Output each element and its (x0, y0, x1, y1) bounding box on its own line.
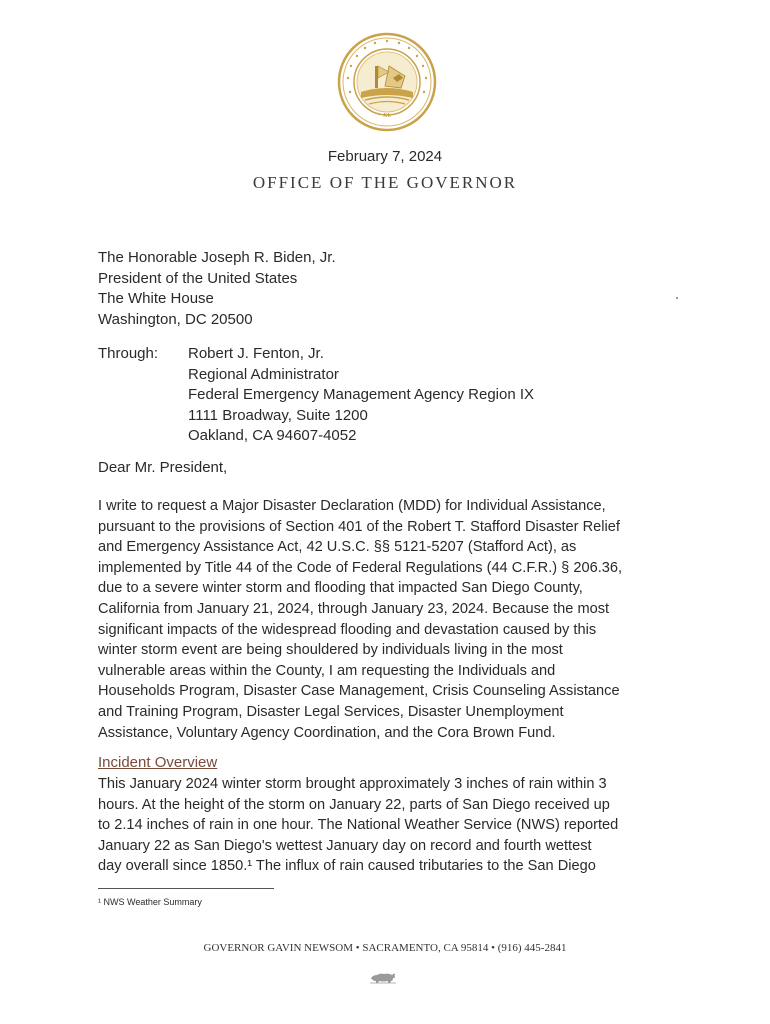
paragraph-line: significant impacts of the widespread flooding and devastation caused by this (98, 621, 597, 638)
paragraph-line: to 2.14 inches of rain in one hour. The National Weather Service (NWS) reported (98, 817, 619, 834)
paragraph-line: and Emergency Assistance Act, 42 U.S.C. §§ 5121-5207 (Stafford Act), as (98, 539, 577, 556)
paragraph-line: and Training Program, Disaster Legal Services, Disaster Unemployment (98, 703, 564, 720)
bear-icon (368, 969, 398, 985)
paragraph-line: implemented by Title 44 of the Code of Federal Regulations (44 C.F.R.) § 206.36, (98, 559, 623, 576)
recipient-line: The White House (98, 290, 214, 307)
paragraph-line: This January 2024 winter storm brought approximately 3 inches of rain within 3 (98, 776, 607, 792)
recipient-line: President of the United States (98, 269, 298, 287)
through-line: Regional Administrator (188, 365, 339, 383)
through-address (188, 344, 534, 447)
recipient-line: Washington, DC 20500 (98, 310, 253, 328)
through-line: Oakland, CA 94607-4052 (188, 427, 357, 444)
recipient-address (98, 248, 336, 330)
through-line: Federal Emergency Management Agency Region IX (188, 386, 535, 403)
letter-date: February 7, 2024 (327, 148, 443, 165)
state-seal-icon (337, 32, 437, 132)
incident-paragraph (98, 774, 678, 877)
incident-overview-heading: Incident Overview (98, 754, 218, 771)
through-line: 1111 Broadway, Suite 1200 (188, 406, 368, 424)
paragraph-line: hours. At the height of the storm on January 22, parts of San Diego received up (98, 796, 610, 813)
paragraph-line: Assistance, Voluntary Agency Coordination, and the Cora Brown Fund. (98, 724, 556, 741)
paragraph-line: due to a severe winter storm and flooding that impacted San Diego County, (98, 580, 583, 597)
through-label: Through: (98, 345, 159, 362)
svg-text:XL: XL (383, 113, 391, 119)
paragraph-line: I write to request a Major Disaster Declaration (MDD) for Individual Assistance, (98, 498, 606, 514)
paragraph-line: January 22 as San Diego's wettest January day on record and fourth wettest (98, 837, 592, 854)
recipient-line: The Honorable Joseph R. Biden, Jr. (98, 249, 336, 266)
footnote: ¹ NWS Weather Summary (98, 897, 202, 907)
paragraph-line: day overall since 1850.¹ The influx of rain caused tributaries to the San Diego (98, 858, 596, 875)
footnote-divider (98, 888, 274, 889)
paragraph-line: winter storm event are being shouldered by individuals living in the most (98, 642, 563, 659)
salutation: Dear Mr. President, (98, 459, 228, 476)
through-line: Robert J. Fenton, Jr. (188, 345, 324, 362)
paragraph-line: California from January 21, 2024, through January 23, 2024. Because the most (98, 600, 610, 617)
paragraph-line: Households Program, Disaster Case Management, Crisis Counseling Assistance (98, 683, 620, 700)
request-paragraph (98, 496, 678, 743)
paragraph-line: pursuant to the provisions of Section 401 of the Robert T. Stafford Disaster Relief (98, 518, 620, 535)
office-title: OFFICE OF THE GOVERNOR (252, 173, 518, 192)
letterhead-footer: GOVERNOR GAVIN NEWSOM • SACRAMENTO, CA 95814 • (916) 445-2841 (203, 942, 567, 954)
scan-speck (676, 297, 678, 299)
paragraph-line: vulnerable areas within the County, I am requesting the Individuals and (98, 662, 556, 679)
